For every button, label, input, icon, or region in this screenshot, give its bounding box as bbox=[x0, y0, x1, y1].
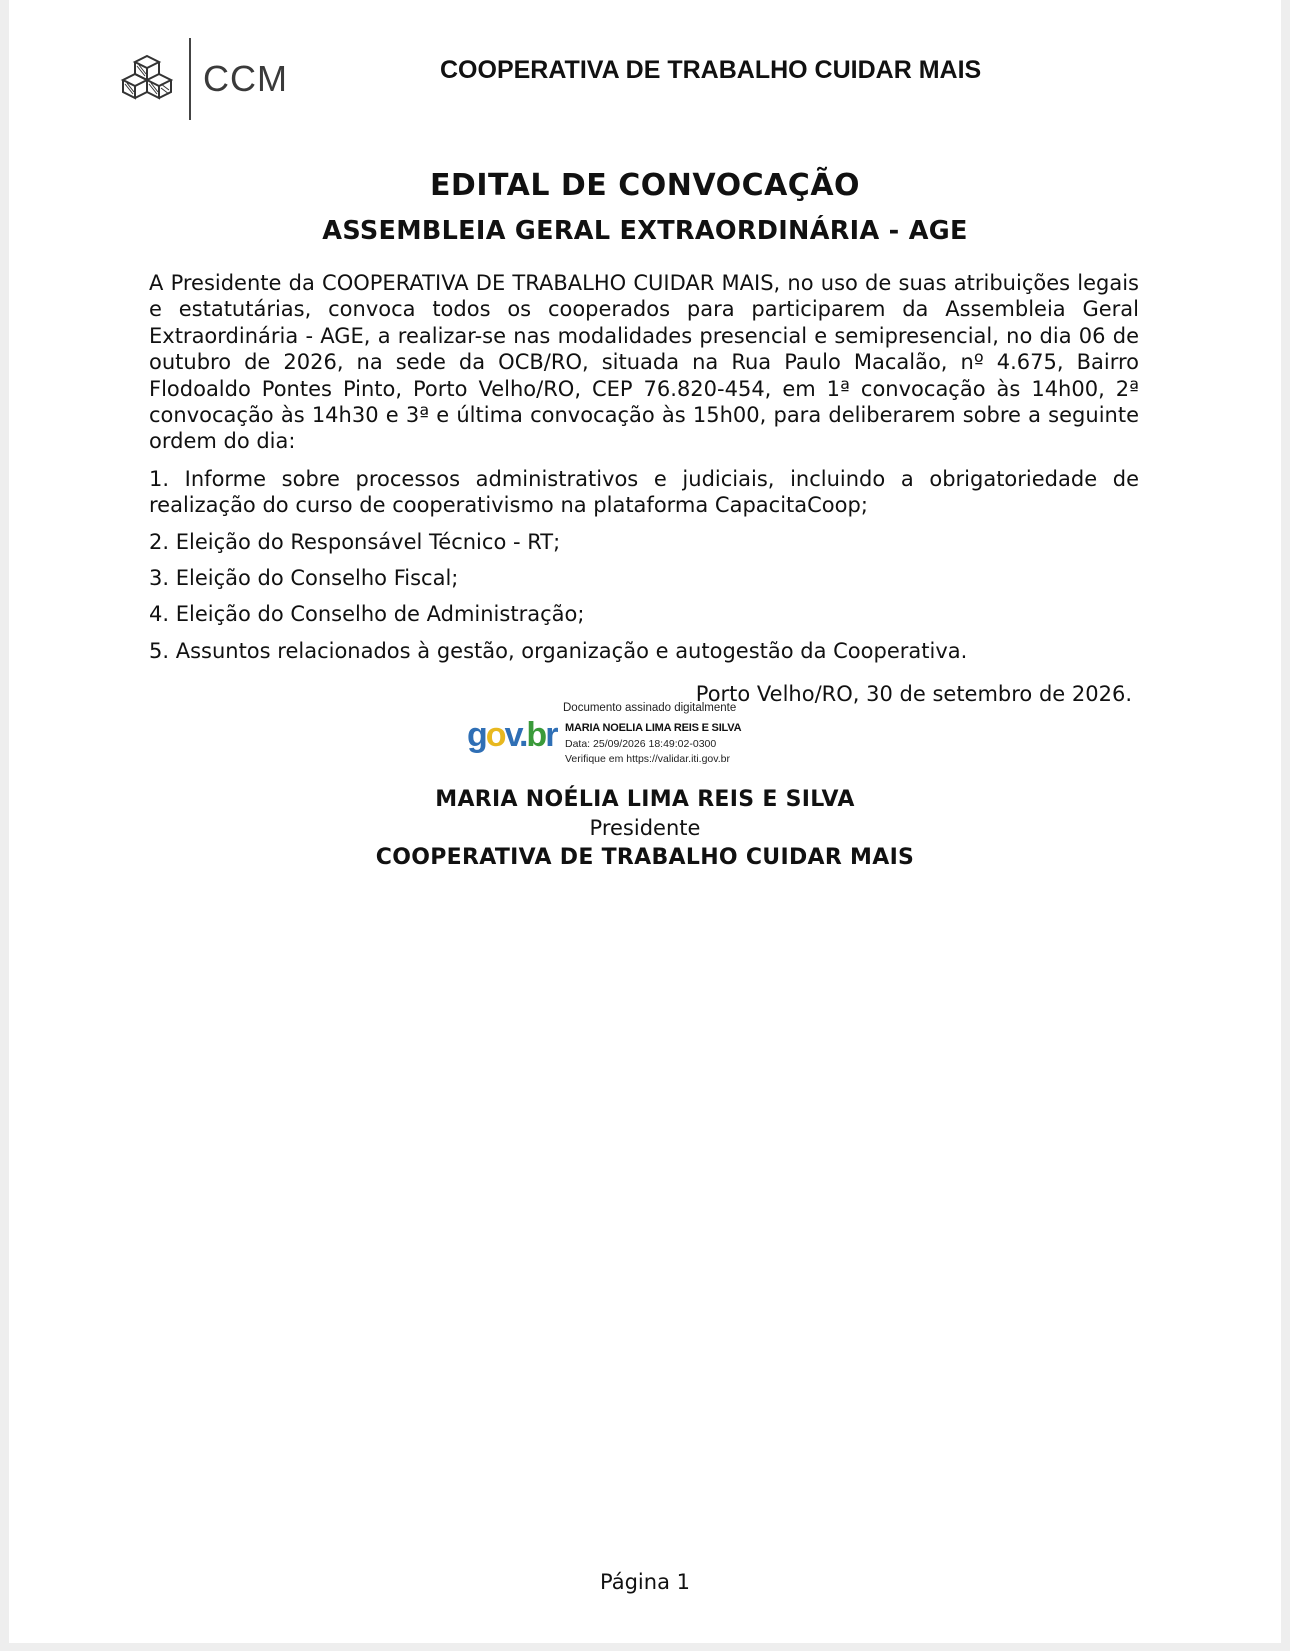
agenda-item: 1. Informe sobre processos administrativos e judiciais, incluindo a obrigatoriedade de realização do curso de cooperativismo na plataforma CapacitaCoop; bbox=[149, 466, 1139, 518]
signer-organization: COOPERATIVA DE TRABALHO CUIDAR MAIS bbox=[375, 845, 915, 870]
document-subtitle: ASSEMBLEIA GERAL EXTRAORDINÁRIA - AGE bbox=[322, 216, 968, 246]
agenda-item: 4. Eleição do Conselho de Administração; bbox=[149, 602, 585, 627]
digital-signature-stamp bbox=[467, 698, 767, 768]
document-body bbox=[149, 270, 1139, 664]
logo-divider bbox=[189, 38, 191, 120]
signer-name: MARIA NOÉLIA LIMA REIS E SILVA bbox=[435, 787, 855, 812]
logo-text: CCM bbox=[203, 58, 288, 99]
agenda-item: 2. Eleição do Responsável Técnico - RT; bbox=[149, 529, 561, 554]
document-page bbox=[9, 0, 1281, 1643]
place-date: Porto Velho/RO, 30 de setembro de 2026. bbox=[695, 682, 1132, 706]
signature-date: Data: 25/09/2026 18:49:02-0300 bbox=[565, 738, 717, 750]
govbr-logo: gov.br bbox=[467, 716, 557, 754]
header-organization: COOPERATIVA DE TRABALHO CUIDAR MAIS bbox=[440, 56, 982, 84]
signature-verify-link[interactable]: Verifique em https://validar.iti.gov.br bbox=[565, 753, 730, 765]
stacked-cubes-icon bbox=[119, 54, 175, 106]
page-number: Página 1 bbox=[600, 1570, 690, 1594]
intro-paragraph: A Presidente da COOPERATIVA DE TRABALHO CUIDAR MAIS, no uso de suas atribuições legais e estatutárias, convoca todos os cooperados para participarem da Assembleia Geral Extraordinária - AGE, a realizar-se nas modalidades presencial e semipresencial, no dia 06 de outubro de 2026, na sede da OCB/RO, situada na Rua Paulo Macalão, nº 4.675, Bairro Flodoaldo Pontes Pinto, Porto Velho/RO, CEP 76.820-454, em 1ª convocação às 14h00, 2ª convocação às 14h30 e 3ª e última convocação às 15h00, para deliberarem sobre a seguinte ordem do dia: bbox=[149, 271, 1139, 454]
signature-heading: Documento assinado digitalmente bbox=[563, 702, 737, 714]
agenda-item: 3. Eleição do Conselho Fiscal; bbox=[149, 566, 459, 591]
ccm-logo bbox=[119, 38, 289, 122]
document-title: EDITAL DE CONVOCAÇÃO bbox=[429, 168, 861, 203]
signature-name: MARIA NOELIA LIMA REIS E SILVA bbox=[565, 722, 742, 734]
signer-role: Presidente bbox=[589, 816, 701, 840]
agenda-item: 5. Assuntos relacionados à gestão, organização e autogestão da Cooperativa. bbox=[149, 638, 968, 663]
